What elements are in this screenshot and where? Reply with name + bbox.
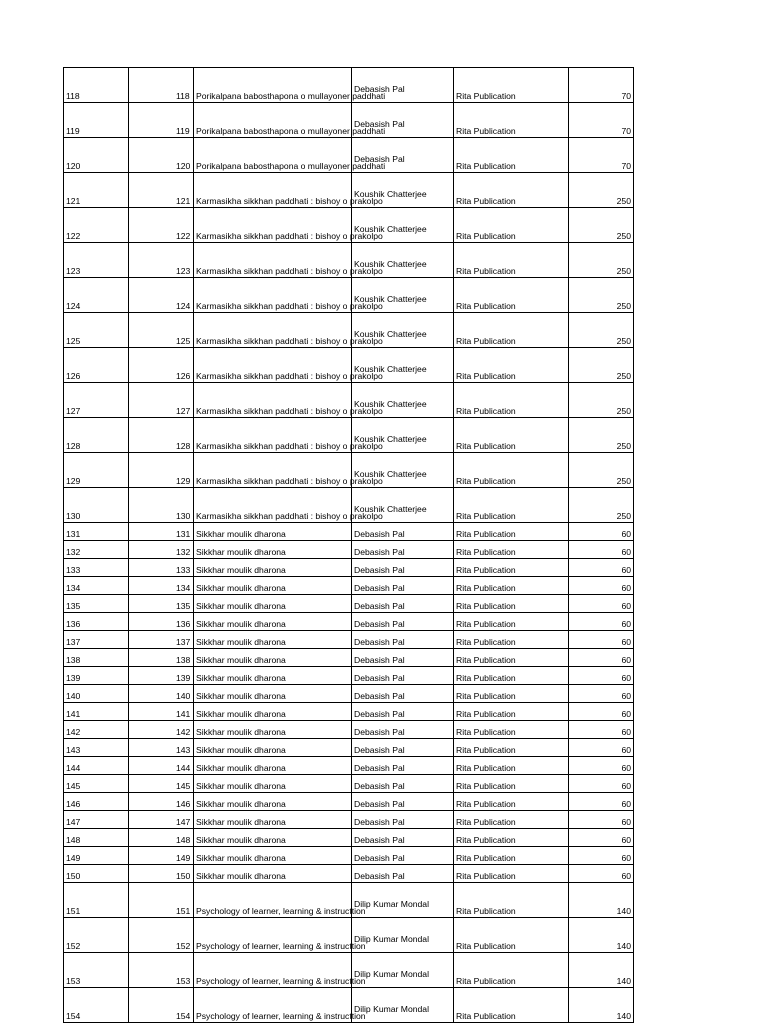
accession-number: 129 (176, 476, 191, 486)
accession-number: 145 (176, 781, 191, 791)
price-cell: 250 (569, 488, 634, 523)
book-title-cell: Sikkhar moulik dharona (194, 847, 352, 865)
publisher-cell: Rita Publication (454, 631, 569, 649)
serial-number-cell: 128 (64, 418, 129, 453)
serial-number-cell: 147 (64, 811, 129, 829)
table-body (64, 68, 634, 1023)
table-row (64, 559, 634, 577)
author-cell: Debasish Pal (352, 667, 454, 685)
book-title-cell: Karmasikha sikkhan paddhati : bishoy o prakolpo (194, 383, 352, 418)
accession-number-cell (129, 595, 194, 613)
book-title-cell: Sikkhar moulik dharona (194, 703, 352, 721)
author-cell: Koushik Chatterjee (352, 208, 454, 243)
price-cell: 60 (569, 631, 634, 649)
price-cell: 70 (569, 68, 634, 103)
book-title-cell: Sikkhar moulik dharona (194, 613, 352, 631)
author-cell: Koushik Chatterjee (352, 243, 454, 278)
book-title-cell: Sikkhar moulik dharona (194, 793, 352, 811)
serial-number-cell: 142 (64, 721, 129, 739)
price-cell: 60 (569, 613, 634, 631)
author-cell: Debasish Pal (352, 649, 454, 667)
author-cell: Koushik Chatterjee (352, 453, 454, 488)
serial-number-cell: 127 (64, 383, 129, 418)
accession-number: 140 (176, 691, 191, 701)
author-cell: Debasish Pal (352, 811, 454, 829)
price-cell: 60 (569, 523, 634, 541)
publisher-cell: Rita Publication (454, 883, 569, 918)
publisher-cell: Rita Publication (454, 348, 569, 383)
book-title-cell: Sikkhar moulik dharona (194, 559, 352, 577)
table-row (64, 68, 634, 103)
accession-number-cell (129, 243, 194, 278)
author-cell: Debasish Pal (352, 793, 454, 811)
accession-number: 146 (176, 799, 191, 809)
book-title-cell: Sikkhar moulik dharona (194, 595, 352, 613)
book-title-cell: Karmasikha sikkhan paddhati : bishoy o prakolpo (194, 453, 352, 488)
accession-number: 118 (176, 91, 190, 101)
price-cell: 140 (569, 988, 634, 1023)
accession-number: 154 (176, 1011, 191, 1021)
serial-number-cell: 129 (64, 453, 129, 488)
table-row (64, 865, 634, 883)
author-cell: Debasish Pal (352, 865, 454, 883)
price-cell: 60 (569, 775, 634, 793)
price-cell: 70 (569, 103, 634, 138)
serial-number-cell: 149 (64, 847, 129, 865)
accession-number-cell (129, 577, 194, 595)
serial-number-cell: 140 (64, 685, 129, 703)
table-row (64, 829, 634, 847)
publisher-cell: Rita Publication (454, 721, 569, 739)
book-title-cell: Karmasikha sikkhan paddhati : bishoy o prakolpo (194, 488, 352, 523)
serial-number-cell: 151 (64, 883, 129, 918)
table-row (64, 953, 634, 988)
author-cell: Debasish Pal (352, 68, 454, 103)
serial-number-cell: 144 (64, 757, 129, 775)
serial-number-cell: 118 (64, 68, 129, 103)
price-cell: 250 (569, 383, 634, 418)
publisher-cell: Rita Publication (454, 541, 569, 559)
book-title-cell: Sikkhar moulik dharona (194, 541, 352, 559)
accession-number: 124 (176, 301, 191, 311)
accession-number-cell (129, 488, 194, 523)
serial-number-cell: 138 (64, 649, 129, 667)
accession-number-cell (129, 793, 194, 811)
book-title-cell: Karmasikha sikkhan paddhati : bishoy o prakolpo (194, 313, 352, 348)
price-cell: 250 (569, 173, 634, 208)
publisher-cell: Rita Publication (454, 953, 569, 988)
accession-number: 152 (176, 941, 191, 951)
serial-number-cell: 148 (64, 829, 129, 847)
table-row (64, 313, 634, 348)
table-row (64, 847, 634, 865)
serial-number-cell: 134 (64, 577, 129, 595)
accession-number-cell (129, 453, 194, 488)
publisher-cell: Rita Publication (454, 383, 569, 418)
serial-number-cell: 126 (64, 348, 129, 383)
table-row (64, 488, 634, 523)
price-cell: 140 (569, 883, 634, 918)
publisher-cell: Rita Publication (454, 418, 569, 453)
serial-number-cell: 136 (64, 613, 129, 631)
table-row (64, 523, 634, 541)
serial-number-cell: 154 (64, 988, 129, 1023)
publisher-cell: Rita Publication (454, 173, 569, 208)
accession-number-cell (129, 918, 194, 953)
book-title-cell: Karmasikha sikkhan paddhati : bishoy o prakolpo (194, 173, 352, 208)
table-row (64, 918, 634, 953)
book-title-cell: Karmasikha sikkhan paddhati : bishoy o prakolpo (194, 278, 352, 313)
publisher-cell: Rita Publication (454, 829, 569, 847)
accession-number-cell (129, 649, 194, 667)
table-row (64, 173, 634, 208)
price-cell: 250 (569, 243, 634, 278)
author-cell: Debasish Pal (352, 103, 454, 138)
book-title-cell: Sikkhar moulik dharona (194, 631, 352, 649)
accession-number-cell (129, 313, 194, 348)
book-title-cell: Sikkhar moulik dharona (194, 523, 352, 541)
table-row (64, 595, 634, 613)
accession-number-cell (129, 811, 194, 829)
table-row (64, 208, 634, 243)
accession-number-cell (129, 988, 194, 1023)
publisher-cell: Rita Publication (454, 865, 569, 883)
accession-number: 126 (176, 371, 191, 381)
table-row (64, 418, 634, 453)
table-row (64, 577, 634, 595)
serial-number-cell: 150 (64, 865, 129, 883)
price-cell: 70 (569, 138, 634, 173)
accession-number: 148 (176, 835, 191, 845)
serial-number-cell: 143 (64, 739, 129, 757)
table-row (64, 649, 634, 667)
price-cell: 60 (569, 811, 634, 829)
accession-number: 128 (176, 441, 191, 451)
publisher-cell: Rita Publication (454, 685, 569, 703)
accession-number-cell (129, 348, 194, 383)
publisher-cell: Rita Publication (454, 208, 569, 243)
author-cell: Debasish Pal (352, 703, 454, 721)
table-row (64, 793, 634, 811)
publisher-cell: Rita Publication (454, 138, 569, 173)
publisher-cell: Rita Publication (454, 523, 569, 541)
serial-number-cell: 146 (64, 793, 129, 811)
author-cell: Debasish Pal (352, 541, 454, 559)
serial-number-cell: 122 (64, 208, 129, 243)
author-cell: Koushik Chatterjee (352, 418, 454, 453)
accession-number: 151 (176, 906, 191, 916)
publisher-cell: Rita Publication (454, 313, 569, 348)
publisher-cell: Rita Publication (454, 988, 569, 1023)
accession-number-cell (129, 703, 194, 721)
serial-number-cell: 131 (64, 523, 129, 541)
accession-number-cell (129, 559, 194, 577)
accession-number-cell (129, 739, 194, 757)
accession-number-cell (129, 667, 194, 685)
serial-number-cell: 121 (64, 173, 129, 208)
table-row (64, 739, 634, 757)
table-row (64, 348, 634, 383)
price-cell: 60 (569, 829, 634, 847)
accession-number: 134 (176, 583, 191, 593)
serial-number-cell: 119 (64, 103, 129, 138)
accession-number-cell (129, 631, 194, 649)
accession-number-cell (129, 523, 194, 541)
price-cell: 250 (569, 208, 634, 243)
author-cell: Debasish Pal (352, 138, 454, 173)
book-title-cell: Porikalpana babosthapona o mullayoner paddhati (194, 138, 352, 173)
author-cell: Debasish Pal (352, 577, 454, 595)
accession-number: 153 (176, 976, 191, 986)
serial-number-cell: 135 (64, 595, 129, 613)
book-title-cell: Karmasikha sikkhan paddhati : bishoy o prakolpo (194, 243, 352, 278)
accession-number: 147 (176, 817, 191, 827)
book-title-cell: Sikkhar moulik dharona (194, 865, 352, 883)
author-cell: Dilip Kumar Mondal (352, 953, 454, 988)
author-cell: Debasish Pal (352, 829, 454, 847)
accession-number-cell (129, 278, 194, 313)
publisher-cell: Rita Publication (454, 559, 569, 577)
book-title-cell: Sikkhar moulik dharona (194, 649, 352, 667)
serial-number-cell: 153 (64, 953, 129, 988)
publisher-cell: Rita Publication (454, 103, 569, 138)
accession-number: 143 (176, 745, 191, 755)
accession-number-cell (129, 865, 194, 883)
publisher-cell: Rita Publication (454, 243, 569, 278)
table-row (64, 541, 634, 559)
publisher-cell: Rita Publication (454, 613, 569, 631)
publisher-cell: Rita Publication (454, 847, 569, 865)
accession-number-cell (129, 953, 194, 988)
book-title-cell: Karmasikha sikkhan paddhati : bishoy o prakolpo (194, 208, 352, 243)
accession-number: 119 (176, 126, 190, 136)
price-cell: 250 (569, 348, 634, 383)
book-title-cell: Sikkhar moulik dharona (194, 775, 352, 793)
serial-number-cell: 125 (64, 313, 129, 348)
accession-number: 127 (176, 406, 191, 416)
table-row (64, 775, 634, 793)
serial-number-cell: 120 (64, 138, 129, 173)
price-cell: 250 (569, 278, 634, 313)
book-title-cell: Sikkhar moulik dharona (194, 739, 352, 757)
accession-number: 130 (176, 511, 191, 521)
author-cell: Koushik Chatterjee (352, 313, 454, 348)
accession-number-cell (129, 208, 194, 243)
price-cell: 60 (569, 685, 634, 703)
book-title-cell: Sikkhar moulik dharona (194, 721, 352, 739)
accession-number-cell (129, 541, 194, 559)
author-cell: Koushik Chatterjee (352, 383, 454, 418)
serial-number-cell: 132 (64, 541, 129, 559)
book-list-table (63, 67, 634, 1023)
table-row (64, 721, 634, 739)
accession-number-cell (129, 721, 194, 739)
price-cell: 60 (569, 577, 634, 595)
book-title-cell: Psychology of learner, learning & instructtion (194, 953, 352, 988)
price-cell: 60 (569, 757, 634, 775)
price-cell: 60 (569, 541, 634, 559)
accession-number-cell (129, 383, 194, 418)
publisher-cell: Rita Publication (454, 757, 569, 775)
accession-number: 125 (176, 336, 191, 346)
table-row (64, 757, 634, 775)
price-cell: 60 (569, 559, 634, 577)
price-cell: 60 (569, 667, 634, 685)
author-cell: Debasish Pal (352, 631, 454, 649)
publisher-cell: Rita Publication (454, 488, 569, 523)
author-cell: Dilip Kumar Mondal (352, 988, 454, 1023)
accession-number: 121 (176, 196, 191, 206)
table-row (64, 278, 634, 313)
accession-number: 137 (176, 637, 191, 647)
publisher-cell: Rita Publication (454, 68, 569, 103)
book-title-cell: Psychology of learner, learning & instructtion (194, 988, 352, 1023)
accession-number-cell (129, 418, 194, 453)
accession-number-cell (129, 757, 194, 775)
price-cell: 60 (569, 793, 634, 811)
book-title-cell: Sikkhar moulik dharona (194, 829, 352, 847)
author-cell: Koushik Chatterjee (352, 348, 454, 383)
accession-number: 150 (176, 871, 191, 881)
table-row (64, 631, 634, 649)
accession-number-cell (129, 68, 194, 103)
author-cell: Debasish Pal (352, 739, 454, 757)
price-cell: 60 (569, 703, 634, 721)
accession-number-cell (129, 103, 194, 138)
price-cell: 60 (569, 721, 634, 739)
accession-number: 144 (176, 763, 191, 773)
book-title-cell: Sikkhar moulik dharona (194, 757, 352, 775)
table-row (64, 103, 634, 138)
table-row (64, 883, 634, 918)
accession-number: 123 (176, 266, 191, 276)
table-row (64, 383, 634, 418)
book-title-cell: Sikkhar moulik dharona (194, 811, 352, 829)
table-row (64, 703, 634, 721)
serial-number-cell: 124 (64, 278, 129, 313)
publisher-cell: Rita Publication (454, 703, 569, 721)
publisher-cell: Rita Publication (454, 775, 569, 793)
price-cell: 60 (569, 595, 634, 613)
accession-number-cell (129, 173, 194, 208)
price-cell: 60 (569, 649, 634, 667)
table-row (64, 453, 634, 488)
serial-number-cell: 137 (64, 631, 129, 649)
price-cell: 60 (569, 865, 634, 883)
accession-number: 122 (176, 231, 191, 241)
serial-number-cell: 133 (64, 559, 129, 577)
table-row (64, 811, 634, 829)
table-row (64, 667, 634, 685)
author-cell: Dilip Kumar Mondal (352, 918, 454, 953)
publisher-cell: Rita Publication (454, 793, 569, 811)
accession-number: 138 (176, 655, 191, 665)
accession-number: 135 (176, 601, 191, 611)
table-row (64, 613, 634, 631)
book-title-cell: Karmasikha sikkhan paddhati : bishoy o prakolpo (194, 418, 352, 453)
author-cell: Koushik Chatterjee (352, 173, 454, 208)
book-title-cell: Sikkhar moulik dharona (194, 667, 352, 685)
publisher-cell: Rita Publication (454, 739, 569, 757)
publisher-cell: Rita Publication (454, 649, 569, 667)
accession-number: 131 (176, 529, 191, 539)
table-row (64, 988, 634, 1023)
price-cell: 60 (569, 847, 634, 865)
author-cell: Koushik Chatterjee (352, 488, 454, 523)
price-cell: 250 (569, 418, 634, 453)
author-cell: Debasish Pal (352, 757, 454, 775)
book-title-cell: Psychology of learner, learning & instructtion (194, 883, 352, 918)
accession-number: 149 (176, 853, 191, 863)
accession-number: 120 (176, 161, 191, 171)
table-row (64, 243, 634, 278)
accession-number: 141 (176, 709, 191, 719)
serial-number-cell: 130 (64, 488, 129, 523)
author-cell: Debasish Pal (352, 523, 454, 541)
publisher-cell: Rita Publication (454, 811, 569, 829)
accession-number-cell (129, 775, 194, 793)
accession-number-cell (129, 613, 194, 631)
accession-number-cell (129, 847, 194, 865)
author-cell: Debasish Pal (352, 613, 454, 631)
publisher-cell: Rita Publication (454, 918, 569, 953)
accession-number-cell (129, 829, 194, 847)
serial-number-cell: 152 (64, 918, 129, 953)
accession-number: 133 (176, 565, 191, 575)
accession-number-cell (129, 685, 194, 703)
price-cell: 140 (569, 953, 634, 988)
table-row (64, 138, 634, 173)
author-cell: Koushik Chatterjee (352, 278, 454, 313)
author-cell: Dilip Kumar Mondal (352, 883, 454, 918)
book-title-cell: Porikalpana babosthapona o mullayoner paddhati (194, 103, 352, 138)
accession-number-cell (129, 138, 194, 173)
author-cell: Debasish Pal (352, 595, 454, 613)
publisher-cell: Rita Publication (454, 595, 569, 613)
author-cell: Debasish Pal (352, 775, 454, 793)
accession-number: 136 (176, 619, 191, 629)
author-cell: Debasish Pal (352, 685, 454, 703)
accession-number: 139 (176, 673, 191, 683)
publisher-cell: Rita Publication (454, 453, 569, 488)
price-cell: 250 (569, 313, 634, 348)
table-row (64, 685, 634, 703)
accession-number-cell (129, 883, 194, 918)
book-title-cell: Karmasikha sikkhan paddhati : bishoy o prakolpo (194, 348, 352, 383)
book-title-cell: Porikalpana babosthapona o mullayoner paddhati (194, 68, 352, 103)
book-title-cell: Psychology of learner, learning & instructtion (194, 918, 352, 953)
price-cell: 60 (569, 739, 634, 757)
serial-number-cell: 139 (64, 667, 129, 685)
serial-number-cell: 141 (64, 703, 129, 721)
author-cell: Debasish Pal (352, 559, 454, 577)
serial-number-cell: 123 (64, 243, 129, 278)
serial-number-cell: 145 (64, 775, 129, 793)
author-cell: Debasish Pal (352, 847, 454, 865)
publisher-cell: Rita Publication (454, 577, 569, 595)
accession-number: 142 (176, 727, 191, 737)
publisher-cell: Rita Publication (454, 278, 569, 313)
price-cell: 250 (569, 453, 634, 488)
publisher-cell: Rita Publication (454, 667, 569, 685)
book-title-cell: Sikkhar moulik dharona (194, 685, 352, 703)
accession-number: 132 (176, 547, 191, 557)
book-title-cell: Sikkhar moulik dharona (194, 577, 352, 595)
price-cell: 140 (569, 918, 634, 953)
author-cell: Debasish Pal (352, 721, 454, 739)
